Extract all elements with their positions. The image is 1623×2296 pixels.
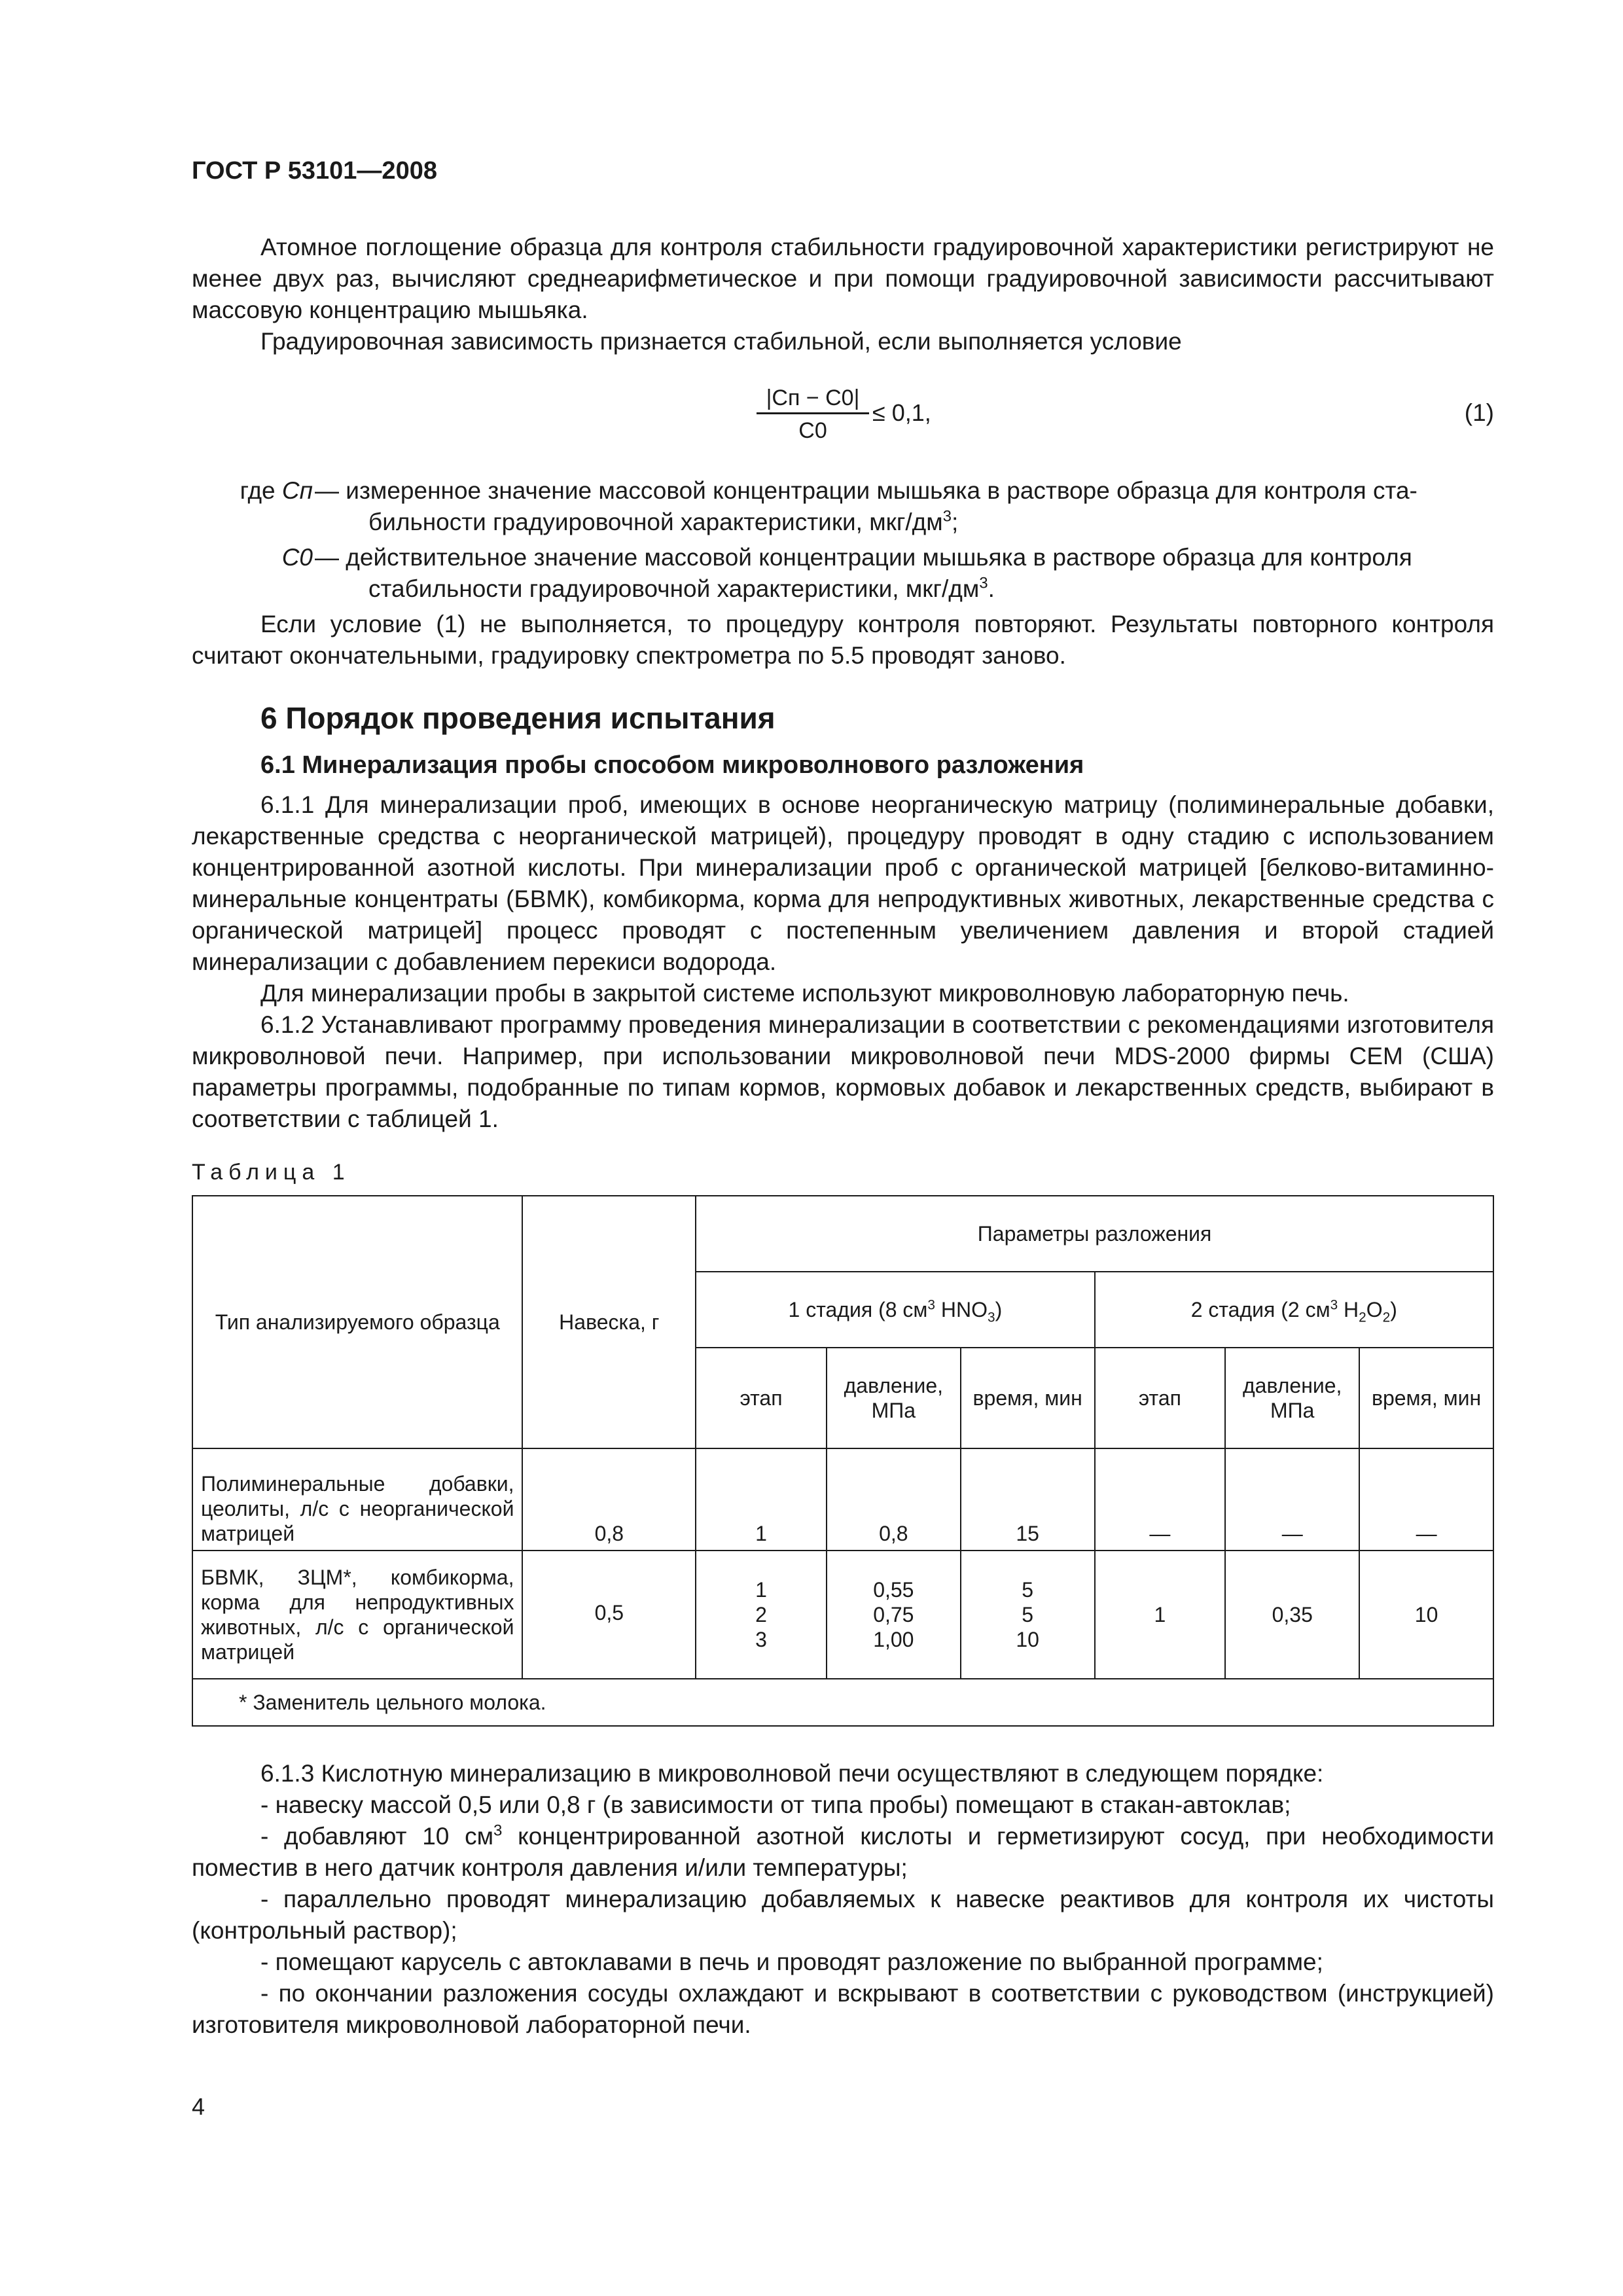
formula-relation: ≤ 0,1, — [872, 399, 931, 426]
header-pressure: давление, МПа — [827, 1348, 961, 1448]
header-time: время, мин — [1359, 1348, 1493, 1448]
definition-c0-text: — действительное значение массовой концентрации мышьяка в растворе образца для контроля — [315, 544, 1412, 571]
cell-s2-time: — — [1359, 1448, 1493, 1551]
header-stage-2: 2 стадия (2 $см^3$ $H_2O_2$) — [1095, 1272, 1493, 1348]
section-6-heading: 6 Порядок проведения испытания — [260, 701, 776, 735]
paragraph-closed-system: Для минерализации пробы в закрытой системе используют микроволновую лабораторную печь. — [260, 980, 1349, 1007]
cell-s1-time: 15 — [961, 1448, 1095, 1551]
paragraph-6-1-3: 6.1.3 Кислотную минерализацию в микроволновой печи осуществляют в следующем порядке: — [260, 1760, 1324, 1787]
section-6-1-3 — [192, 1758, 1494, 2041]
cell-s2-pressure: — — [1225, 1448, 1359, 1551]
formula-denominator: C0 — [798, 418, 827, 443]
list-item: - навеску массой 0,5 или 0,8 г (в зависимости от типа пробы) помещают в стакан-автоклав; — [260, 1791, 1291, 1818]
cell-mass: 0,8 — [522, 1448, 696, 1551]
header-pressure: давление, МПа — [1225, 1348, 1359, 1448]
cell-s2-step: — — [1095, 1448, 1226, 1551]
table-caption: Таблица 1 — [192, 1160, 351, 1185]
cell-s1-pressure: 0,55 0,75 1,00 — [827, 1551, 961, 1679]
formula-1 — [192, 384, 1494, 456]
definition-c0-cont: стабильности градуировочной характеристики, мкг/дм — [368, 575, 980, 602]
definition-cp-text: — измеренное значение массовой концентрации мышьяка в растворе образца для контроля ста- — [315, 477, 1418, 504]
paragraph-repeat-control: Если условие (1) не выполняется, то процедуру контроля повторяют. Результаты повторного контроля считают окончательными, градуировку спектрометра по 5.5 проводят заново. — [192, 611, 1494, 669]
cell-type: БВМК, ЗЦМ*, комбикорма, корма для непродуктивных животных, л/с с органической матрицей — [192, 1551, 522, 1679]
formula-number: (1) — [1464, 399, 1494, 426]
list-item: - параллельно проводят минерализацию добавляемых к навеске реактивов для контроля их чистоты (контрольный раствор); — [192, 1886, 1494, 1944]
symbol-cp: Cп — [281, 477, 313, 504]
header-sample-type: Тип анализируемого образца — [192, 1196, 522, 1448]
section-6-1-heading: 6.1 Минерализация пробы способом микроволнового разложения — [260, 751, 1084, 779]
definition-cp — [192, 475, 1494, 538]
definition-c0-tail: . — [988, 575, 995, 602]
list-item: - помещают карусель с автоклавами в печь и проводят разложение по выбранной программе; — [260, 1948, 1323, 1975]
standard-designation: ГОСТ Р 53101—2008 — [192, 157, 437, 185]
where-lead: где — [240, 477, 276, 504]
table-row — [192, 1551, 1493, 1679]
section-6-1-body — [192, 789, 1494, 1135]
paragraph-stability: Атомное поглощение образца для контроля стабильности градуировочной характеристики регистрируют не менее двух раз, вычисляют среднеарифметическое и при помощи градуировочной зависимости рассчитывают массовую концентрацию мышьяка. — [192, 234, 1494, 323]
page-number: 4 — [192, 2093, 205, 2120]
definition-cp-cont: бильности градуировочной характеристики, мкг/дм — [368, 509, 943, 535]
paragraph-condition: Градуировочная зависимость признается стабильной, если выполняется условие — [260, 328, 1182, 355]
definition-c0 — [192, 542, 1494, 605]
definitions-block — [192, 475, 1494, 672]
symbol-c0: C0 — [281, 544, 313, 571]
header-params: Параметры разложения — [696, 1196, 1493, 1272]
cell-mass: 0,5 — [522, 1551, 696, 1679]
header-step: этап — [1095, 1348, 1226, 1448]
header-step: этап — [696, 1348, 827, 1448]
formula-numerator: |Cп − C0| — [757, 384, 869, 414]
sup-3: 3 — [979, 574, 988, 592]
header-stage-1: 1 стадия (8 $см^3$ $HNO_3$) — [696, 1272, 1094, 1348]
cell-s2-step: 1 — [1095, 1551, 1226, 1679]
paragraph-6-1-2: 6.1.2 Устанавливают программу проведения минерализации в соответствии с рекомендациями изготовителя микроволновой печи. Например, при использовании микроволновой печи MDS-2000 фирмы СЕМ (США) параметры программы, подобранные по типам кормов, кормовых добавок и лекарственных средств, выбирают в соответствии с таблицей 1. — [192, 1011, 1494, 1132]
paragraph-6-1-1: 6.1.1 Для минерализации проб, имеющих в основе неорганическую матрицу (полиминеральные добавки, лекарственные средства с неорганической матрицей), процедуру проводят в одну стадию с использованием концентрированной азотной кислоты. При минерализации проб с органической матрицей [белково-витаминно-минеральные концентраты (БВМК), комбикорма, корма для непродуктивных животных, лекарственные средства с органической матрицей] процесс проводят с постепенным увеличением давления и второй стадией минерализации с добавлением перекиси водорода. — [192, 791, 1494, 975]
cell-s1-time: 5 5 10 — [961, 1551, 1095, 1679]
table-1 — [192, 1195, 1494, 1727]
cell-s1-step: 1 — [696, 1448, 827, 1551]
cell-s1-pressure: 0,8 — [827, 1448, 961, 1551]
sup-3: 3 — [942, 507, 952, 526]
cell-s2-pressure: 0,35 — [1225, 1551, 1359, 1679]
cell-s2-time: 10 — [1359, 1551, 1493, 1679]
list-item: - по окончании разложения сосуды охлаждают и вскрывают в соответствии с руководством (инструкцией) изготовителя микроволновой лабораторной печи. — [192, 1980, 1494, 2038]
table-row — [192, 1448, 1493, 1551]
formula-fraction — [757, 384, 869, 447]
header-mass: Навеска, г — [522, 1196, 696, 1448]
definition-cp-tail: ; — [952, 509, 959, 535]
intro-block — [192, 232, 1494, 357]
list-item: - добавляют 10 $см^3$ концентрированной азотной кислоты и герметизируют сосуд, при необходимости поместив в него датчик контроля давления и/или температуры; — [192, 1821, 1494, 1881]
table-footnote: * Заменитель цельного молока. — [192, 1679, 1493, 1726]
cell-type: Полиминеральные добавки, цеолиты, л/с с неорганической матрицей — [192, 1448, 522, 1551]
cell-s1-step: 1 2 3 — [696, 1551, 827, 1679]
header-time: время, мин — [961, 1348, 1095, 1448]
